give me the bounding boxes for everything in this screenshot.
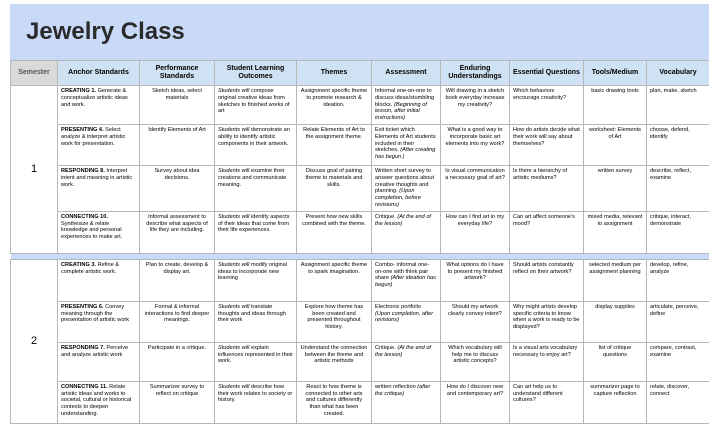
- page-title: Jewelry Class: [26, 18, 185, 46]
- learning-outcome-cell: [215, 342, 297, 381]
- learning-outcome-text: identify aspects of their ideas that come from their life experiences.: [218, 214, 290, 234]
- anchor-standard-cell: [58, 125, 140, 166]
- anchor-standard-text: Perceive and analyze artistic work: [61, 345, 128, 358]
- assessment-cell: [372, 125, 441, 166]
- learning-outcome-lead: Students will: [218, 384, 249, 390]
- header-semester: Semester: [11, 61, 58, 86]
- curriculum-table: [10, 60, 709, 424]
- vocabulary-cell: [647, 381, 709, 423]
- table-row: [11, 211, 709, 253]
- tools-medium-cell: [584, 381, 647, 423]
- learning-outcome-text: demonstrate an ability to identify artistic components in their artwork.: [218, 127, 290, 147]
- header-enduring-understandings: Enduring Understandings: [441, 61, 510, 86]
- anchor-standard-cell: [58, 301, 140, 342]
- vocabulary-text: develop, refine, analyze: [650, 262, 688, 275]
- assessment-timing: (after the critique): [375, 384, 430, 397]
- vocabulary-cell: [647, 125, 709, 166]
- performance-standard-cell: [140, 86, 215, 125]
- assessment-timing: (At the end of the lesson): [375, 345, 431, 358]
- essential-question-cell: [510, 125, 584, 166]
- header-anchor-standards: Anchor Standards: [58, 61, 140, 86]
- table-row: [11, 259, 709, 301]
- theme-text: Relate Elements of Art to the assignment theme.: [303, 127, 365, 140]
- tools-medium-text: mixed media, relevant to assignment: [588, 214, 643, 227]
- performance-standard-cell: [140, 166, 215, 212]
- theme-cell: [297, 125, 372, 166]
- table-row: [11, 125, 709, 166]
- enduring-understanding-text: Which vocabulary will help me to discuss artistic concepts?: [448, 345, 501, 365]
- vocabulary-cell: [647, 166, 709, 212]
- performance-standard-text: Plan to create, develop & display art.: [146, 262, 209, 275]
- vocabulary-text: critique, interact, demonstrate: [650, 214, 691, 227]
- anchor-standard-text: Refine & complete artistic work.: [61, 262, 119, 275]
- tools-medium-cell: [584, 86, 647, 125]
- anchor-standard-text: Interpret intent and meaning in artistic work.: [61, 168, 132, 188]
- enduring-understanding-cell: [441, 86, 510, 125]
- enduring-understanding-cell: [441, 211, 510, 253]
- header-themes: Themes: [297, 61, 372, 86]
- vocabulary-cell: [647, 301, 709, 342]
- table-row: [11, 342, 709, 381]
- essential-question-text: Can art affect someone's mood?: [513, 214, 575, 227]
- tools-medium-cell: [584, 301, 647, 342]
- enduring-understanding-cell: [441, 259, 510, 301]
- enduring-understanding-text: Is visual communication a necessary goal of art?: [445, 168, 505, 181]
- assessment-text: Critique.: [375, 214, 396, 220]
- tools-medium-text: basic drawing tools: [591, 88, 639, 94]
- header-student-learning-outcomes: Student Learning Outcomes: [215, 61, 297, 86]
- essential-question-text: Why might artists develop specific criteria to know when a work is ready to be displayed?: [513, 304, 580, 330]
- assessment-text: Electronic portfolio: [375, 304, 421, 310]
- essential-question-cell: [510, 259, 584, 301]
- learning-outcome-lead: Students will: [218, 127, 249, 133]
- tools-medium-text: selected medium per assignment planning: [589, 262, 641, 275]
- enduring-understanding-text: What is a good way to incorporate basic art elements into my work?: [446, 127, 505, 147]
- assessment-cell: [372, 342, 441, 381]
- semester-number: 2: [11, 259, 58, 423]
- assessment-text: Exit ticket which Elements of Art students included in their sketches.: [375, 127, 436, 153]
- assessment-cell: [372, 211, 441, 253]
- enduring-understanding-cell: [441, 301, 510, 342]
- anchor-standard-text: Select analyze & interpret artistic work for presentation.: [61, 127, 125, 147]
- anchor-standard-code: RESPONDING 7.: [61, 345, 105, 351]
- anchor-standard-cell: [58, 166, 140, 212]
- learning-outcome-cell: [215, 381, 297, 423]
- performance-standard-text: Informal assessment to describe what aspects of life they are including.: [146, 214, 208, 234]
- anchor-standard-text: Synthesize & relate knowledge and personal experiences to make art.: [61, 221, 122, 241]
- table-row: [11, 166, 709, 212]
- theme-cell: [297, 259, 372, 301]
- enduring-understanding-cell: [441, 166, 510, 212]
- essential-question-text: Can art help us to understand different cultures?: [513, 384, 563, 404]
- performance-standard-cell: [140, 342, 215, 381]
- theme-text: Assignment specific theme to spark imagination.: [301, 262, 368, 275]
- essential-question-text: Is a visual arts vocabulary necessary to enjoy art?: [513, 345, 577, 358]
- enduring-understanding-cell: [441, 342, 510, 381]
- assessment-timing: (Upon completion, before revisions): [375, 188, 421, 208]
- tools-medium-cell: [584, 166, 647, 212]
- learning-outcome-lead: Students will: [218, 214, 249, 220]
- theme-text: Assignment specific theme to promote research & ideation.: [301, 88, 368, 108]
- performance-standard-cell: [140, 211, 215, 253]
- vocabulary-text: articulate, perceive, define: [650, 304, 699, 317]
- enduring-understanding-text: Will drawing in a sketch book everyday increase my creativity?: [445, 88, 504, 108]
- essential-question-cell: [510, 86, 584, 125]
- tools-medium-cell: [584, 125, 647, 166]
- anchor-standard-code: CONNECTING 11.: [61, 384, 108, 390]
- tools-medium-text: display supplies: [595, 304, 635, 310]
- theme-text: Present how new skills combined with the theme.: [302, 214, 366, 227]
- header-essential-questions: Essential Questions: [510, 61, 584, 86]
- anchor-standard-code: CREATING 3.: [61, 262, 96, 268]
- essential-question-text: Should artists constantly reflect on their artwork?: [513, 262, 574, 275]
- anchor-standard-text: Relate artistic ideas and works to societal, cultural or historical contexts to deepen understanding.: [61, 384, 131, 417]
- theme-cell: [297, 342, 372, 381]
- learning-outcome-lead: Students will: [218, 88, 249, 94]
- essential-question-text: Which behaviors encourage creativity?: [513, 88, 566, 101]
- assessment-text: Combo- informal one-on-one with think pair share: [375, 262, 429, 282]
- assessment-timing: (At the end of the lesson): [375, 214, 431, 227]
- anchor-standard-code: PRESENTING 4.: [61, 127, 104, 133]
- essential-question-cell: [510, 301, 584, 342]
- vocabulary-text: describe, reflect, examine: [650, 168, 691, 181]
- vocabulary-text: relate, discover, connect: [650, 384, 689, 397]
- enduring-understanding-text: Should my artwork clearly convey intent?: [448, 304, 502, 317]
- tools-medium-text: written survey: [598, 168, 633, 174]
- learning-outcome-text: compose original creative ideas from sketches to finished works of art: [218, 88, 290, 114]
- assessment-text: Critique.: [375, 345, 396, 351]
- assessment-timing: (After creating has begun ): [375, 147, 435, 160]
- semester-number: 1: [11, 86, 58, 254]
- vocabulary-text: plan, make, sketch: [650, 88, 697, 94]
- theme-cell: [297, 86, 372, 125]
- performance-standard-cell: [140, 381, 215, 423]
- theme-text: React to how theme is connected to other arts and cultures differently than what has been created.: [305, 384, 362, 417]
- essential-question-text: Is there a hierarchy of artistic mediums?: [513, 168, 567, 181]
- learning-outcome-cell: [215, 301, 297, 342]
- essential-question-cell: [510, 166, 584, 212]
- header-row: [11, 61, 709, 86]
- anchor-standard-code: RESPONDING 8.: [61, 168, 105, 174]
- performance-standard-text: Survey about idea decisions.: [154, 168, 199, 181]
- enduring-understanding-cell: [441, 381, 510, 423]
- learning-outcome-cell: [215, 211, 297, 253]
- theme-cell: [297, 211, 372, 253]
- theme-cell: [297, 301, 372, 342]
- theme-text: Discuss goal of pairing theme to materials and skills.: [306, 168, 363, 188]
- assessment-cell: [372, 381, 441, 423]
- performance-standard-cell: [140, 125, 215, 166]
- theme-text: Understand the connection between the theme and artistic methods: [301, 345, 368, 365]
- tools-medium-cell: [584, 211, 647, 253]
- performance-standard-text: Participate in a critique.: [148, 345, 206, 351]
- performance-standard-text: Summarizer survey to reflect on critique: [150, 384, 204, 397]
- anchor-standard-cell: [58, 381, 140, 423]
- assessment-timing: (Upon completion, after revisions): [375, 311, 433, 324]
- table-row: [11, 381, 709, 423]
- learning-outcome-text: explain influences represented in their work.: [218, 345, 293, 365]
- enduring-understanding-text: How do I discover new and contemporary art?: [447, 384, 503, 397]
- theme-cell: [297, 166, 372, 212]
- anchor-standard-text: Convey meaning through the presentation of artistic work: [61, 304, 129, 324]
- assessment-cell: [372, 86, 441, 125]
- anchor-standard-cell: [58, 86, 140, 125]
- anchor-standard-code: CREATING 1.: [61, 88, 96, 94]
- theme-text: Explore how theme has been created and presented throughout history.: [305, 304, 363, 330]
- learning-outcome-lead: Students will: [218, 168, 249, 174]
- header-assessment: Assessment: [372, 61, 441, 86]
- vocabulary-cell: [647, 211, 709, 253]
- header-vocabulary: Vocabulary: [647, 61, 709, 86]
- anchor-standard-cell: [58, 211, 140, 253]
- learning-outcome-lead: Students will: [218, 345, 249, 351]
- theme-cell: [297, 381, 372, 423]
- anchor-standard-cell: [58, 342, 140, 381]
- enduring-understanding-text: What options do I have to present my finished artwork?: [446, 262, 503, 282]
- assessment-cell: [372, 259, 441, 301]
- learning-outcome-cell: [215, 259, 297, 301]
- assessment-text: Informal one-on-one to discuss ideas/stumbling blocks.: [375, 88, 434, 108]
- vocabulary-cell: [647, 86, 709, 125]
- enduring-understanding-text: How can I find art in my everyday life?: [446, 214, 504, 227]
- performance-standard-text: Formal & informal interactions to find deeper meanings.: [145, 304, 209, 324]
- tools-medium-text: worksheet: Elements of Art: [589, 127, 641, 140]
- learning-outcome-lead: Students will: [218, 304, 249, 310]
- vocabulary-text: compare, contrast, examine: [650, 345, 696, 358]
- header-tools-medium: Tools/Medium: [584, 61, 647, 86]
- assessment-text: written reflection: [375, 384, 416, 390]
- learning-outcome-cell: [215, 86, 297, 125]
- vocabulary-cell: [647, 342, 709, 381]
- tools-medium-text: list of critique questions: [599, 345, 632, 358]
- learning-outcome-text: translate thoughts and ideas through their work: [218, 304, 286, 324]
- assessment-timing: (After ideation has begun): [375, 275, 436, 288]
- tools-medium-cell: [584, 259, 647, 301]
- anchor-standard-cell: [58, 259, 140, 301]
- table-row: [11, 301, 709, 342]
- essential-question-cell: [510, 342, 584, 381]
- table-row: [11, 86, 709, 125]
- essential-question-cell: [510, 211, 584, 253]
- assessment-cell: [372, 301, 441, 342]
- performance-standard-text: Sketch ideas, select materials: [152, 88, 202, 101]
- anchor-standard-text: Generate & conceptualize artistic ideas and work.: [61, 88, 128, 108]
- assessment-cell: [372, 166, 441, 212]
- learning-outcome-cell: [215, 125, 297, 166]
- vocabulary-text: choose, defend, identify: [650, 127, 690, 140]
- learning-outcome-text: modify original ideas to incorporate new learning: [218, 262, 287, 282]
- performance-standard-cell: [140, 259, 215, 301]
- essential-question-text: How do artists decide what their work will say about themselves?: [513, 127, 580, 147]
- learning-outcome-text: describe how their work relates to society or history.: [218, 384, 292, 404]
- tools-medium-cell: [584, 342, 647, 381]
- enduring-understanding-cell: [441, 125, 510, 166]
- learning-outcome-text: examine their creations and communicate meaning.: [218, 168, 286, 188]
- assessment-text: Written short survey to answer questions about creative thoughts and planning.: [375, 168, 434, 194]
- vocabulary-cell: [647, 259, 709, 301]
- anchor-standard-code: PRESENTING 6.: [61, 304, 104, 310]
- performance-standard-text: Identify Elements of Art: [148, 127, 206, 133]
- learning-outcome-lead: Students will: [218, 262, 249, 268]
- anchor-standard-code: CONNECTING 10.: [61, 214, 108, 220]
- essential-question-cell: [510, 381, 584, 423]
- performance-standard-cell: [140, 301, 215, 342]
- tools-medium-text: summarizer page to capture reflection: [590, 384, 639, 397]
- header-performance-standards: Performance Standards: [140, 61, 215, 86]
- assessment-timing: (Beginning of lesson, after initial instructions): [375, 102, 427, 122]
- learning-outcome-cell: [215, 166, 297, 212]
